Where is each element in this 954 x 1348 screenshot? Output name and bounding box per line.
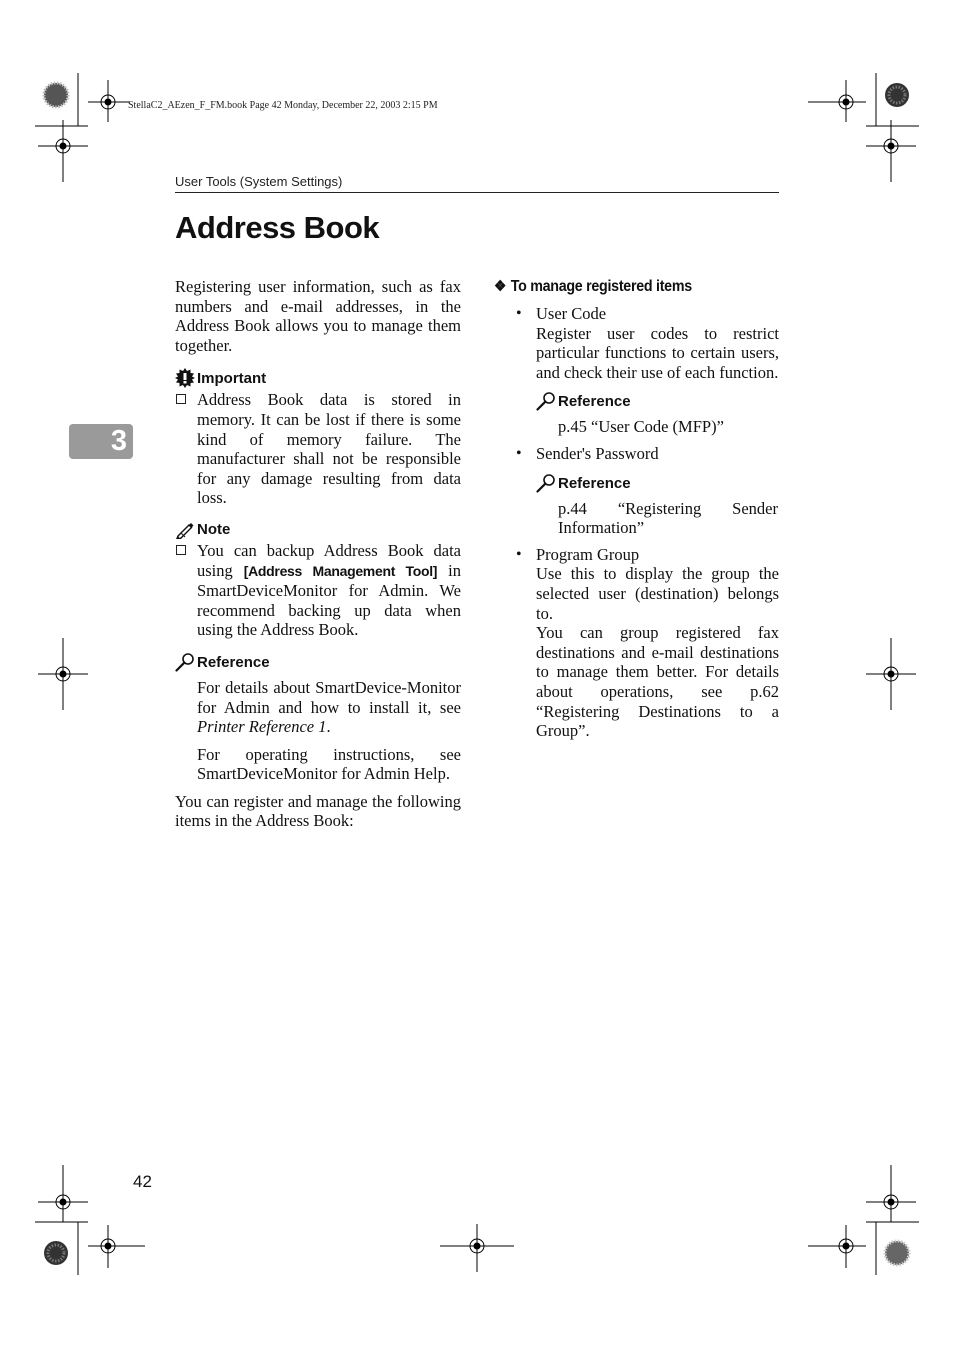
reference-heading-label: Reference [197,653,270,671]
checkbox-icon [176,545,186,555]
note-text-after: in SmartDeviceMonitor for Admin. We recommend backing up data when using the Address Book. [197,560,461,640]
list-item-label: User Code [536,304,607,323]
reference-link-user-code[interactable]: p.45 “User Code (MFP)” [558,417,724,437]
printer-reference-title: Printer Reference 1 [197,717,327,737]
pencil-icon [175,521,195,539]
senders-password-reference [536,474,779,538]
reference-body [197,678,461,784]
important-icon [175,368,195,388]
list-item-senders-password [494,444,779,464]
page-number: 42 [133,1172,152,1191]
reference-link-sender-information[interactable]: p.44 “Registering Sender Information” [558,498,778,538]
user-code-reference [536,392,779,437]
note-item [175,541,461,640]
address-management-tool-label: [Address Management Tool] [243,562,438,579]
list-item-description: Use this to display the group the selected user (destination) belongs to. [536,564,779,623]
reference-text-before: For details about SmartDevice-Monitor for Admin and how to install it, see [197,677,461,717]
print-info: StellaC2_AEzen_F_FM.book Page 42 Monday, December 22, 2003 2:15 PM [128,100,438,111]
reference-heading [536,392,779,411]
note-heading-label: Note [197,520,231,538]
reference-text-after: . [326,717,331,737]
reference-heading-label: Reference [558,474,631,492]
right-column [494,277,779,741]
list-item-program-group [494,545,779,741]
reference-paragraph-2: For operating instructions, see SmartDeviceMonitor for Admin Help. [197,744,461,784]
magnifier-icon [175,653,195,672]
important-item-text: Address Book data is stored in memory. It can be lost if there is some kind of memory failure. The manufacturer shall not be responsible for any damage resulting from data loss. [197,390,461,508]
running-header: User Tools (System Settings) [175,174,343,189]
bullet-icon: • [516,305,522,322]
note-heading [175,521,461,539]
important-item [175,390,461,508]
list-item-label: Program Group [536,544,640,564]
note-item-text [197,541,461,640]
manage-items-heading-label: To manage registered items [510,278,692,295]
outro-paragraph: You can register and manage the following items in the Address Book: [175,791,461,831]
page-title: Address Book [175,210,380,245]
magnifier-icon [536,474,556,493]
header-rule [175,192,779,193]
important-heading-label: Important [197,370,267,388]
important-heading [175,368,461,388]
reference-heading [175,653,461,672]
list-item-description: Register user codes to restrict particular functions to certain users, and check their use of each function. [536,323,779,382]
bullet-icon: • [516,545,522,563]
diamond-icon: ❖ [494,278,507,295]
intro-paragraph: Registering user information, such as fax numbers and e-mail addresses, in the Address Book allows you to manage them together. [175,277,461,355]
checkbox-icon [176,394,186,404]
note-text-before: You can backup Address Book data using [197,540,461,580]
manage-items-heading [494,277,756,297]
list-item-label: Sender's Password [536,443,659,463]
chapter-tab [69,424,133,459]
reference-heading [536,474,779,493]
chapter-tab-number: 3 [110,425,127,457]
list-item-user-code [494,304,779,382]
list-item-description: You can group registered fax destinations and e-mail destinations to manage them better. For details about operations, see p.62 “Registering Destinations to a Group”. [536,623,779,741]
reference-heading-label: Reference [558,393,631,411]
bullet-icon: • [516,444,522,462]
magnifier-icon [536,392,556,411]
reference-paragraph-1 [197,678,461,737]
left-column [175,277,461,831]
